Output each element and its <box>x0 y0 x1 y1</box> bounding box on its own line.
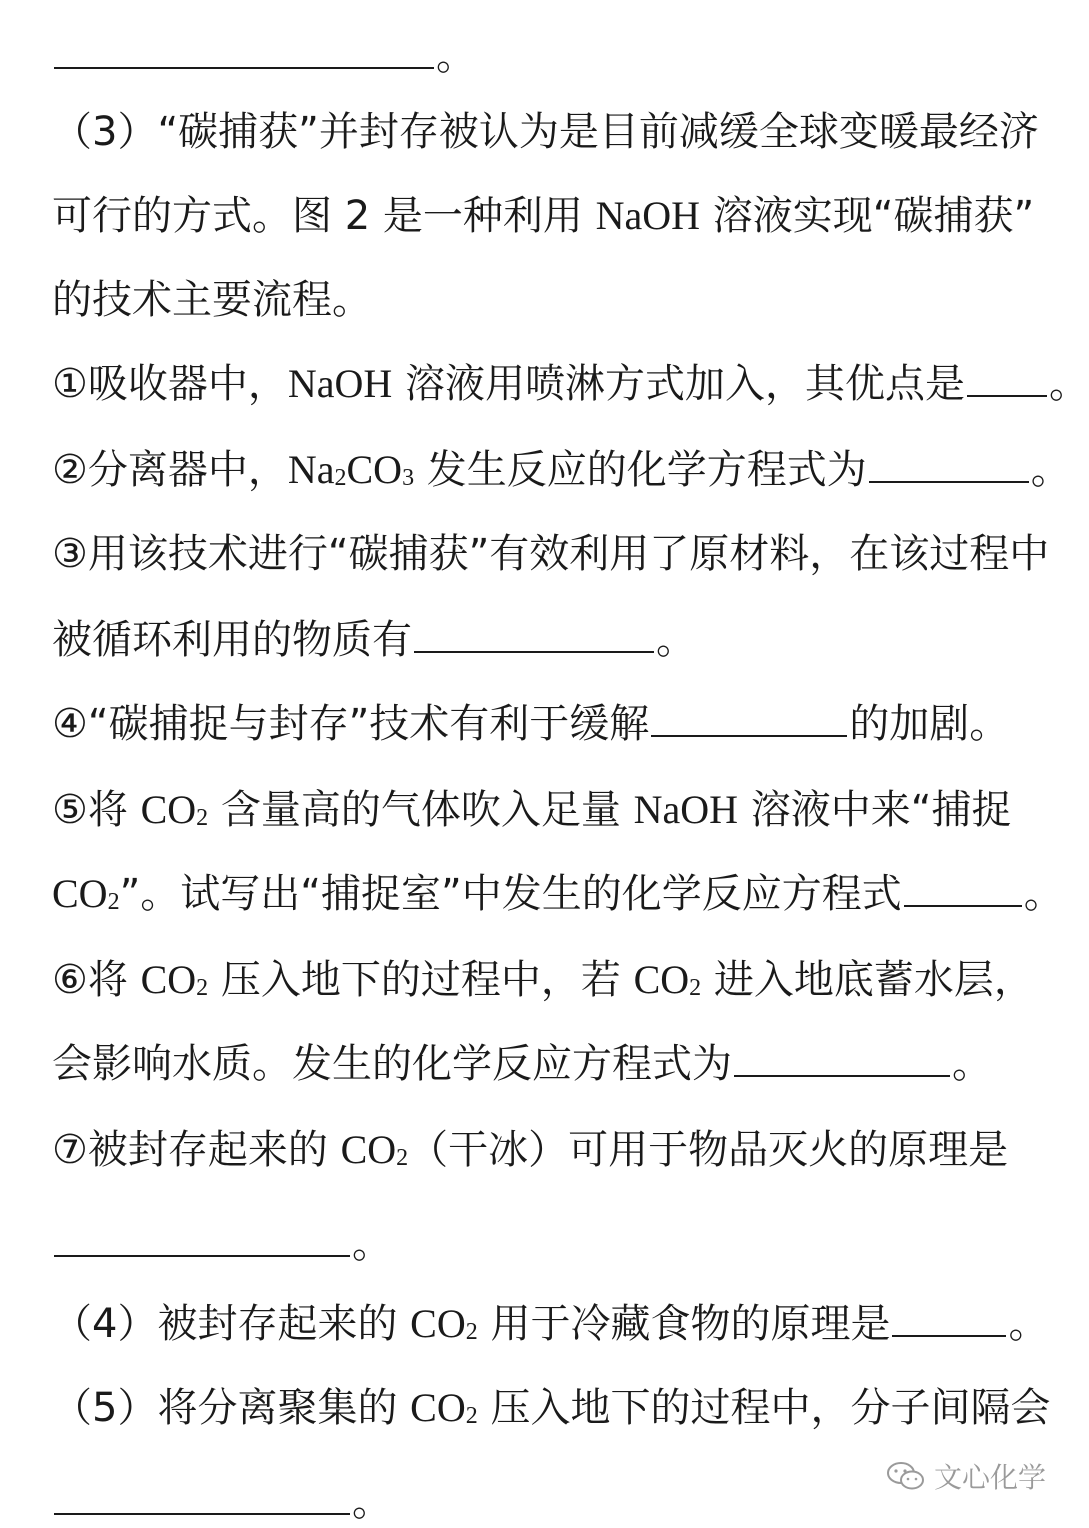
sub-question-1: ①吸收器中，NaOH 溶液用喷淋方式加入，其优点是 。 <box>52 361 1089 407</box>
sub-question-3-line-1: ③用该技术进行“碳捕获”有效利用了原材料，在该过程中 <box>52 531 1050 577</box>
sub-question-6-line-2: 会影响水质。发生的化学反应方程式为 。 <box>52 1041 992 1087</box>
answer-blank[interactable] <box>54 1479 350 1515</box>
question-3-line-1: （3）“碳捕获”并封存被认为是目前减缓全球变暖最经济 <box>52 109 1039 155</box>
sub-question-6-line-1: ⑥将 $CO_2$ 压入地下的过程中，若 $CO_2$ 进入地底蓄水层， <box>52 957 1034 1003</box>
answer-blank[interactable] <box>54 33 434 69</box>
answer-blank[interactable] <box>904 871 1022 907</box>
sub-question-4: ④“碳捕捉与封存”技术有利于缓解 的加剧。 <box>52 701 1010 747</box>
question-3-line-3: 的技术主要流程。 <box>52 277 372 323</box>
answer-blank[interactable] <box>54 1221 350 1257</box>
answer-blank[interactable] <box>869 447 1029 483</box>
answer-blank[interactable] <box>967 361 1047 397</box>
watermark-text: 文心化学 <box>933 1461 1046 1494</box>
answer-line-5: 。 <box>52 1476 1040 1528</box>
answer-blank[interactable] <box>414 617 654 653</box>
question-5: （5）将分离聚集的 $CO_2$ 压入地下的过程中，分子间隔会 <box>52 1385 1051 1431</box>
answer-blank[interactable] <box>651 701 847 737</box>
question-4: （4）被封存起来的 $CO_2$ 用于冷藏食物的原理是 。 <box>52 1301 1049 1347</box>
sub-question-2: ②分离器中，$Na_2CO_3$ 发生反应的化学方程式为 。 <box>52 447 1071 493</box>
watermark <box>886 1456 1046 1496</box>
sub-question-7: ⑦被封存起来的 $CO_2$（干冰）可用于物品灭火的原理是 <box>52 1127 1009 1173</box>
answer-line-7: 。 <box>52 1218 1040 1270</box>
answer-blank[interactable] <box>734 1041 950 1077</box>
sub-question-3-line-2: 被循环利用的物质有 。 <box>52 617 696 663</box>
question-3-line-2: 可行的方式。图 2 是一种利用 NaOH 溶液实现“碳捕获” <box>52 193 1035 239</box>
wechat-icon <box>886 1461 926 1491</box>
answer-line-0: 。 <box>52 30 1040 82</box>
sub-question-5-line-2: $CO_2$”。试写出“捕捉室”中发生的化学反应方程式 。 <box>52 871 1064 917</box>
answer-blank[interactable] <box>892 1301 1006 1337</box>
sub-question-5-line-1: ⑤将 $CO_2$ 含量高的气体吹入足量 NaOH 溶液中来“捕捉 <box>52 787 1012 833</box>
